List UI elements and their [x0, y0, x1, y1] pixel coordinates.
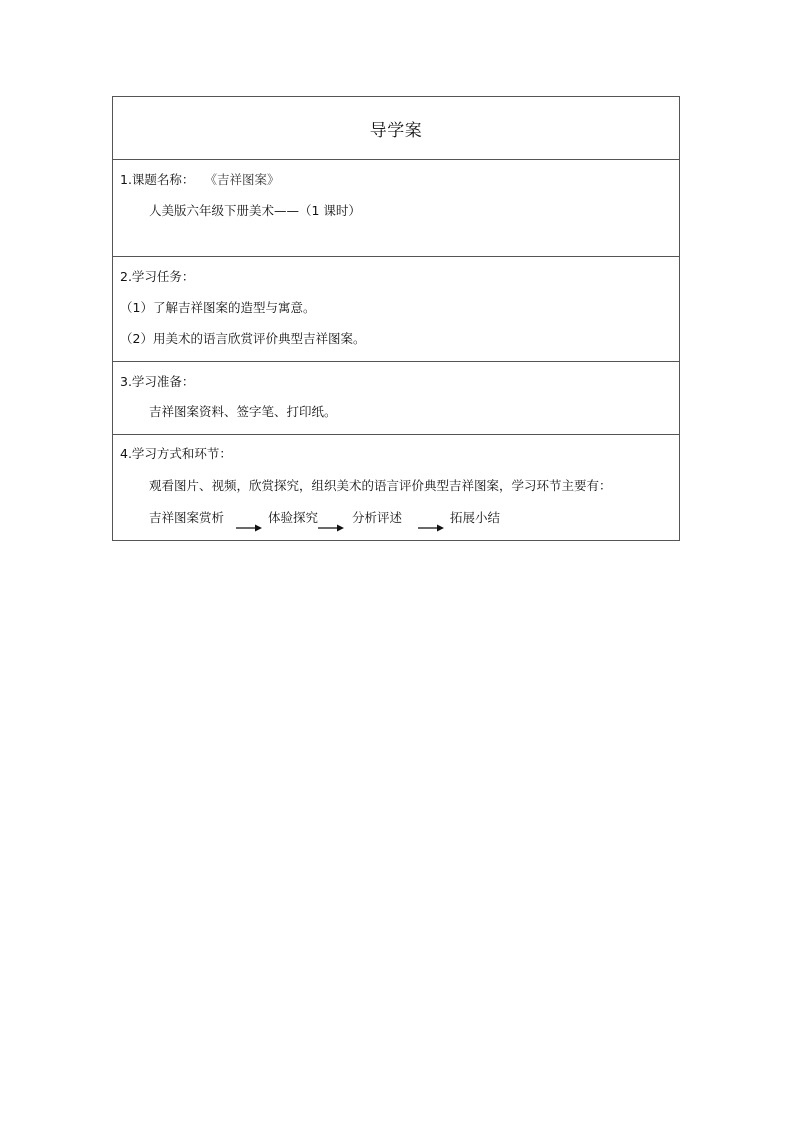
task-item-2: （2）用美术的语言欣赏评价典型吉祥图案。: [120, 331, 366, 346]
flow-step-2: 体验探究: [268, 510, 319, 525]
preparation-materials: 吉祥图案资料、签字笔、打印纸。: [149, 404, 337, 419]
method-heading: 4.学习方式和环节：: [120, 446, 232, 461]
flow-step-3: 分析评述: [352, 510, 403, 525]
section-tasks: [113, 257, 679, 362]
course-line: [120, 172, 279, 188]
task-item-1: （1）了解吉祥图案的造型与寓意。: [120, 300, 316, 315]
course-name: 《吉祥图案》: [204, 172, 280, 187]
section-course: [113, 160, 679, 257]
section-method: [113, 435, 679, 540]
flow-step-1: 吉祥图案赏析: [149, 510, 225, 525]
course-detail: 人美版六年级下册美术——（1 课时）: [149, 203, 361, 218]
section-preparation: [113, 362, 679, 435]
arrow-icon: [318, 523, 344, 533]
arrow-icon: [418, 523, 444, 533]
page-title: 导学案: [369, 120, 423, 141]
method-description: 观看图片、视频，欣赏探究，组织美术的语言评价典型吉祥图案，学习环节主要有：: [149, 478, 612, 493]
arrow-icon: [236, 523, 262, 533]
course-heading: 1.课题名称：: [120, 172, 195, 187]
title-row: [113, 97, 679, 160]
preparation-heading: 3.学习准备：: [120, 374, 195, 389]
tasks-heading: 2.学习任务：: [120, 269, 195, 284]
flow-step-4: 拓展小结: [450, 510, 501, 525]
guide-table: [112, 96, 680, 541]
